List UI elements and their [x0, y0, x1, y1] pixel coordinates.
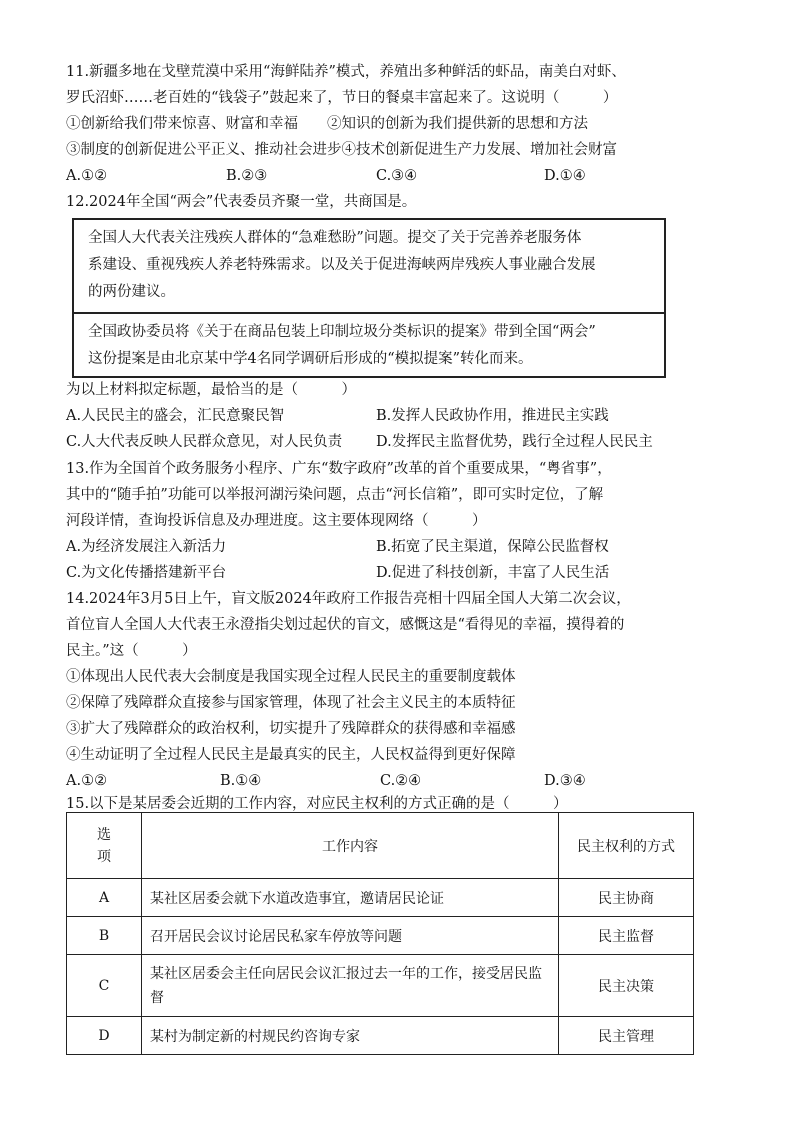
q14-option-c[interactable]: C.②④ [380, 773, 422, 789]
q12-material-box-1 [72, 218, 666, 314]
q12-option-a[interactable]: A.人民民主的盛会，汇民意聚民智 [66, 408, 285, 424]
q14-item-1: ①体现出人民代表大会制度是我国实现全过程人民民主的重要制度载体 [66, 669, 516, 685]
table-header-row [67, 813, 694, 879]
row-content: 某社区居委会主任向居民会议汇报过去一年的工作，接受居民监督 [142, 955, 559, 1017]
q11-option-a[interactable]: A.①② [66, 168, 108, 184]
q12-question: 为以上材料拟定标题，最恰当的是（ ） [66, 382, 356, 398]
q12-box1-line1: 全国人大代表关注残疾人群体的“急难愁盼”问题。提交了关于完善养老服务体 [88, 230, 582, 246]
q11-stem-line2: 罗氏沼虾……老百姓的“钱袋子”鼓起来了，节日的餐桌丰富起来了。这说明（ ） [66, 90, 618, 106]
header-option-label: 选项 [97, 826, 111, 865]
row-method: 民主决策 [559, 955, 694, 1017]
q12-material-box-2 [72, 312, 666, 378]
q12-box2-line1: 全国政协委员将《关于在商品包装上印制垃圾分类标识的提案》带到全国“两会” [88, 324, 596, 340]
header-option [67, 813, 142, 879]
row-option: B [67, 917, 142, 955]
q14-stem-line1: 14.2024年3月5日上午，盲文版2024年政府工作报告亮相十四届全国人大第二次会议， [66, 591, 631, 607]
q14-stem-line2: 首位盲人全国人大代表王永澄指尖划过起伏的盲文，感慨这是“看得见的幸福，摸得着的 [66, 617, 625, 633]
table-row [67, 917, 694, 955]
q11-option-c[interactable]: C.③④ [376, 168, 418, 184]
q14-option-a[interactable]: A.①② [66, 773, 108, 789]
row-content: 某村为制定新的村规民约咨询专家 [142, 1017, 559, 1055]
q12-stem: 12.2024年全国“两会”代表委员齐聚一堂，共商国是。 [66, 194, 417, 210]
q12-option-d[interactable]: D.发挥民主监督优势，践行全过程人民民主 [376, 434, 653, 450]
table-row [67, 1017, 694, 1055]
q14-option-d[interactable]: D.③④ [544, 773, 586, 789]
q11-item-line4: ③制度的创新促进公平正义、推动社会进步④技术创新促进生产力发展、增加社会财富 [66, 142, 617, 158]
q14-item-2: ②保障了残障群众直接参与国家管理，体现了社会主义民主的本质特征 [66, 695, 516, 711]
q12-box1-line3: 的两份建议。 [88, 284, 175, 300]
header-method: 民主权利的方式 [559, 813, 694, 879]
q14-item-3: ③扩大了残障群众的政治权利，切实提升了残障群众的获得感和幸福感 [66, 721, 516, 737]
q13-stem-line1: 13.作为全国首个政务服务小程序、广东“数字政府”改革的首个重要成果，“粤省事”， [66, 461, 612, 477]
q14-stem-line3: 民主。”这（ ） [66, 643, 197, 659]
row-method: 民主监督 [559, 917, 694, 955]
row-option: D [67, 1017, 142, 1055]
q11-stem-line1: 11.新疆多地在戈壁荒漠中采用“海鲜陆养”模式，养殖出多种鲜活的虾品，南美白对虾、 [66, 64, 626, 80]
q13-option-d[interactable]: D.促进了科技创新，丰富了人民生活 [376, 565, 610, 581]
q14-option-b[interactable]: B.①④ [220, 773, 262, 789]
q13-option-a[interactable]: A.为经济发展注入新活力 [66, 539, 227, 555]
q12-box1-line2: 系建设、重视残疾人养老特殊需求。以及关于促进海峡两岸残疾人事业融合发展 [88, 257, 596, 273]
row-method: 民主管理 [559, 1017, 694, 1055]
row-option: A [67, 879, 142, 917]
q12-box2-line2: 这份提案是由北京某中学4名同学调研后形成的“模拟提案”转化而来。 [88, 351, 533, 367]
q15-table [66, 812, 694, 1055]
row-content: 某社区居委会就下水道改造事宜，邀请居民论证 [142, 879, 559, 917]
row-option: C [67, 955, 142, 1017]
row-content: 召开居民会议讨论居民私家车停放等问题 [142, 917, 559, 955]
q11-option-b[interactable]: B.②③ [226, 168, 268, 184]
q11-item-line3: ①创新给我们带来惊喜、财富和幸福 ②知识的创新为我们提供新的思想和方法 [66, 116, 588, 132]
header-content: 工作内容 [142, 813, 559, 879]
q12-option-b[interactable]: B.发挥人民政协作用，推进民主实践 [376, 408, 609, 424]
q11-option-d[interactable]: D.①④ [544, 168, 586, 184]
q12-option-c[interactable]: C.人大代表反映人民群众意见，对人民负责 [66, 434, 343, 450]
q14-item-4: ④生动证明了全过程人民民主是最真实的民主，人民权益得到更好保障 [66, 747, 516, 763]
q13-option-c[interactable]: C.为文化传播搭建新平台 [66, 565, 227, 581]
q15-stem: 15.以下是某居委会近期的工作内容，对应民主权利的方式正确的是（ ） [66, 796, 568, 812]
row-method: 民主协商 [559, 879, 694, 917]
q13-stem-line3: 河段详情，查询投诉信息及办理进度。这主要体现网络（ ） [66, 513, 487, 529]
table-row [67, 955, 694, 1017]
q13-option-b[interactable]: B.拓宽了民主渠道，保障公民监督权 [376, 539, 609, 555]
table-row [67, 879, 694, 917]
q13-stem-line2: 其中的“随手拍”功能可以举报河湖污染问题，点击“河长信箱”，即可实时定位，了解 [66, 487, 604, 503]
